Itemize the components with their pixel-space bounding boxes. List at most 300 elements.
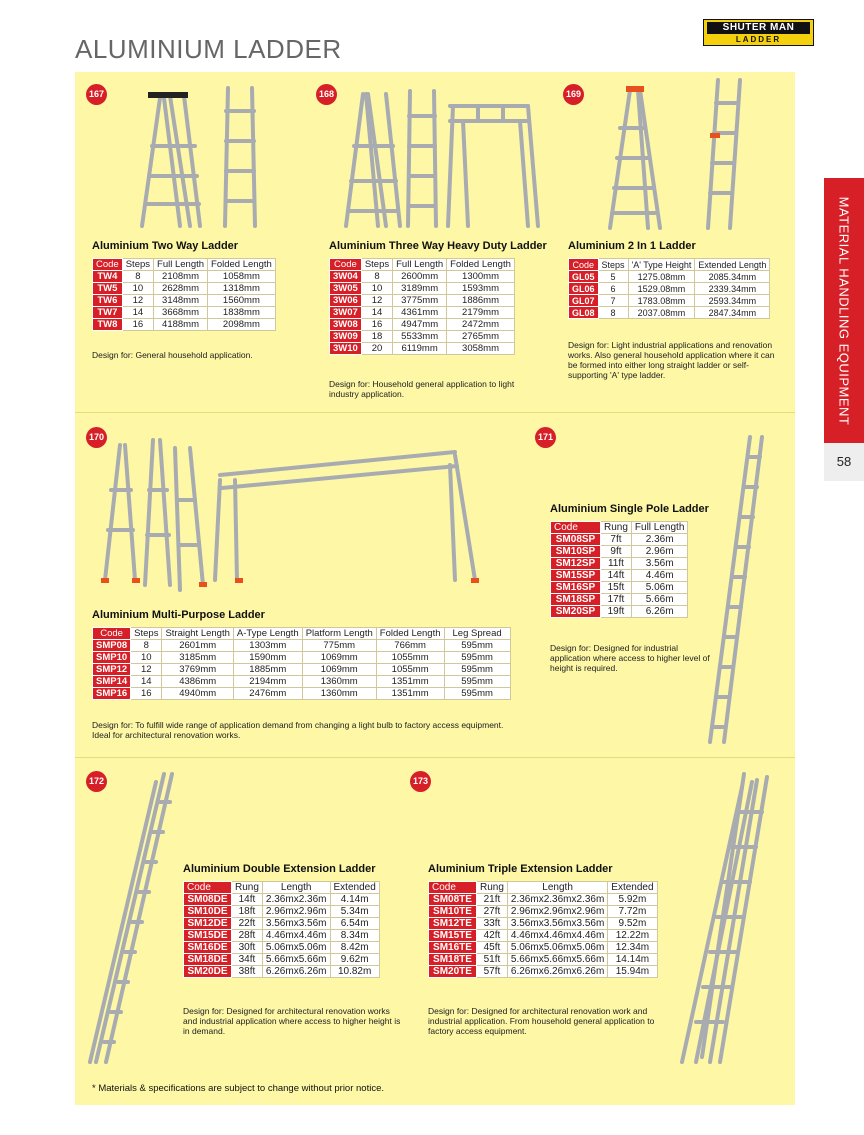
table-cell: 8 xyxy=(361,271,392,283)
table-cell: 2628mm xyxy=(154,283,208,295)
table-cell: 1783.08mm xyxy=(628,295,695,307)
code-cell: SMP08 xyxy=(93,640,131,652)
table-header-row xyxy=(184,882,380,894)
header-cell: Folded Length xyxy=(208,259,276,271)
code-cell: 3W05 xyxy=(330,283,362,295)
table-cell: 4361mm xyxy=(393,307,447,319)
product-badge: 171 xyxy=(535,427,556,448)
table-cell: 8.34m xyxy=(330,930,379,942)
table-row xyxy=(330,271,515,283)
header-cell: Folded Length xyxy=(447,259,515,271)
product-title: Aluminium Two Way Ladder xyxy=(92,240,239,252)
header-cell: Length xyxy=(507,882,607,894)
header-cell: Folded Length xyxy=(376,628,444,640)
table-cell: 3058mm xyxy=(447,343,515,355)
table-cell: 595mm xyxy=(444,652,510,664)
table-row xyxy=(330,331,515,343)
table-cell: 10 xyxy=(122,283,153,295)
product-description: Design for: Designed for architectural renovation work and industrial application. From household general application to factory access equipment. xyxy=(428,1006,655,1036)
header-cell: Code xyxy=(93,259,123,271)
table-row xyxy=(93,319,276,331)
header-cell: Steps xyxy=(361,259,392,271)
code-cell: TW8 xyxy=(93,319,123,331)
code-cell: GL07 xyxy=(569,295,599,307)
product-badge: 168 xyxy=(316,84,337,105)
header-cell: Leg Spread xyxy=(444,628,510,640)
header-cell: Code xyxy=(429,882,477,894)
table-cell: 2037.08mm xyxy=(628,307,695,319)
code-cell: SM10TE xyxy=(429,906,477,918)
table-row xyxy=(184,918,380,930)
table-cell: 1303mm xyxy=(233,640,302,652)
table-cell: 12 xyxy=(131,664,162,676)
table-row xyxy=(93,640,511,652)
table-cell: 5.92m xyxy=(608,894,657,906)
table-cell: 18ft xyxy=(232,906,263,918)
product-title: Aluminium Three Way Heavy Duty Ladder xyxy=(329,240,547,252)
table-cell: 3.56mx3.56m xyxy=(262,918,330,930)
table-row xyxy=(569,295,770,307)
table-cell: 595mm xyxy=(444,688,510,700)
table-cell: 14 xyxy=(131,676,162,688)
table-cell: 7ft xyxy=(601,534,632,546)
table-cell: 595mm xyxy=(444,640,510,652)
table-cell: 38ft xyxy=(232,966,263,978)
table-cell: 5.06m xyxy=(631,582,687,594)
spec-table-two-way xyxy=(92,258,276,331)
table-cell: 45ft xyxy=(477,942,508,954)
table-cell: 8 xyxy=(131,640,162,652)
code-cell: SM16SP xyxy=(551,582,601,594)
table-cell: 16 xyxy=(122,319,153,331)
table-cell: 5.66mx5.66mx5.66m xyxy=(507,954,607,966)
table-row xyxy=(551,534,688,546)
table-header-row xyxy=(569,259,770,271)
table-cell: 1069mm xyxy=(302,664,376,676)
product-description: Design for: General household application. xyxy=(92,350,253,360)
table-cell: 1360mm xyxy=(302,688,376,700)
table-cell: 1838mm xyxy=(208,307,276,319)
table-cell: 1593mm xyxy=(447,283,515,295)
table-cell: 1300mm xyxy=(447,271,515,283)
code-cell: SM18DE xyxy=(184,954,232,966)
table-cell: 5.06mx5.06mx5.06m xyxy=(507,942,607,954)
table-cell: 4.46mx4.46mx4.46m xyxy=(507,930,607,942)
header-cell: Code xyxy=(569,259,599,271)
table-cell: 595mm xyxy=(444,676,510,688)
table-cell: 2.36mx2.36mx2.36m xyxy=(507,894,607,906)
table-cell: 2472mm xyxy=(447,319,515,331)
table-cell: 5.34m xyxy=(330,906,379,918)
table-row xyxy=(569,283,770,295)
section-divider xyxy=(75,757,795,758)
table-cell: 1069mm xyxy=(302,652,376,664)
product-badge: 169 xyxy=(563,84,584,105)
code-cell: 3W09 xyxy=(330,331,362,343)
table-cell: 12.22m xyxy=(608,930,657,942)
header-cell: Code xyxy=(551,522,601,534)
header-cell: Length xyxy=(262,882,330,894)
product-badge: 173 xyxy=(410,771,431,792)
table-cell: 1886mm xyxy=(447,295,515,307)
table-cell: 12 xyxy=(361,295,392,307)
header-cell: Straight Length xyxy=(162,628,233,640)
code-cell: SM16TE xyxy=(429,942,477,954)
table-cell: 10 xyxy=(361,283,392,295)
table-row xyxy=(93,676,511,688)
code-cell: SM20SP xyxy=(551,606,601,618)
header-cell: 'A' Type Height xyxy=(628,259,695,271)
code-cell: SMP16 xyxy=(93,688,131,700)
table-row xyxy=(330,319,515,331)
table-row xyxy=(330,295,515,307)
table-cell: 2.36mx2.36m xyxy=(262,894,330,906)
table-cell: 1055mm xyxy=(376,652,444,664)
spec-table-multi-purpose xyxy=(92,627,511,700)
code-cell: SM10DE xyxy=(184,906,232,918)
table-cell: 1590mm xyxy=(233,652,302,664)
table-cell: 7 xyxy=(598,295,628,307)
code-cell: SM08SP xyxy=(551,534,601,546)
code-cell: GL06 xyxy=(569,283,599,295)
header-cell: Platform Length xyxy=(302,628,376,640)
table-cell: 1529.08mm xyxy=(628,283,695,295)
page-number: 58 xyxy=(824,443,864,481)
table-cell: 33ft xyxy=(477,918,508,930)
section-tab xyxy=(824,178,864,443)
product-title: Aluminium Triple Extension Ladder xyxy=(428,863,613,875)
code-cell: SMP14 xyxy=(93,676,131,688)
table-cell: 8 xyxy=(598,307,628,319)
table-cell: 1351mm xyxy=(376,676,444,688)
table-cell: 4.46mx4.46m xyxy=(262,930,330,942)
table-cell: 3775mm xyxy=(393,295,447,307)
logo-top-text: SHUTER MAN xyxy=(707,22,810,34)
table-cell: 1560mm xyxy=(208,295,276,307)
code-cell: SM18SP xyxy=(551,594,601,606)
table-cell: 6.54m xyxy=(330,918,379,930)
table-cell: 22ft xyxy=(232,918,263,930)
table-cell: 1275.08mm xyxy=(628,271,695,283)
product-description: Design for: Designed for industrial application where access to higher level of height is required. xyxy=(550,643,710,673)
spec-table-three-way xyxy=(329,258,515,355)
code-cell: TW4 xyxy=(93,271,123,283)
table-cell: 14ft xyxy=(601,570,632,582)
code-cell: GL08 xyxy=(569,307,599,319)
single-pole-ladder-image xyxy=(700,432,780,752)
table-cell: 5533mm xyxy=(393,331,447,343)
code-cell: SM12TE xyxy=(429,918,477,930)
table-cell: 34ft xyxy=(232,954,263,966)
table-cell: 2765mm xyxy=(447,331,515,343)
spec-table-double-extension xyxy=(183,881,380,978)
table-cell: 3668mm xyxy=(154,307,208,319)
table-row xyxy=(551,606,688,618)
table-row xyxy=(569,271,770,283)
table-cell: 2339.34mm xyxy=(695,283,770,295)
code-cell: GL05 xyxy=(569,271,599,283)
table-row xyxy=(429,966,658,978)
header-cell: Full Length xyxy=(393,259,447,271)
code-cell: SMP10 xyxy=(93,652,131,664)
table-row xyxy=(184,930,380,942)
table-row xyxy=(184,942,380,954)
table-row xyxy=(429,894,658,906)
table-cell: 2085.34mm xyxy=(695,271,770,283)
header-cell: Code xyxy=(330,259,362,271)
code-cell: 3W10 xyxy=(330,343,362,355)
header-cell: Extended xyxy=(608,882,657,894)
table-cell: 2.96mx2.96m xyxy=(262,906,330,918)
table-cell: 9.52m xyxy=(608,918,657,930)
table-cell: 1360mm xyxy=(302,676,376,688)
table-cell: 3189mm xyxy=(393,283,447,295)
table-cell: 2179mm xyxy=(447,307,515,319)
code-cell: SM16DE xyxy=(184,942,232,954)
header-cell: Rung xyxy=(477,882,508,894)
header-cell: Code xyxy=(184,882,232,894)
table-cell: 14 xyxy=(122,307,153,319)
table-row xyxy=(184,906,380,918)
product-title: Aluminium Multi-Purpose Ladder xyxy=(92,609,265,621)
table-cell: 2847.34mm xyxy=(695,307,770,319)
table-cell: 15.94m xyxy=(608,966,657,978)
table-cell: 12 xyxy=(122,295,153,307)
table-cell: 4947mm xyxy=(393,319,447,331)
table-cell: 2194mm xyxy=(233,676,302,688)
table-cell: 27ft xyxy=(477,906,508,918)
section-tab-label: MATERIAL HANDLING EQUIPMENT xyxy=(836,196,852,425)
table-row xyxy=(429,942,658,954)
logo-bottom-text: LADDER xyxy=(735,35,782,44)
header-cell: Full Length xyxy=(631,522,687,534)
table-cell: 8.42m xyxy=(330,942,379,954)
code-cell: SMP12 xyxy=(93,664,131,676)
table-row xyxy=(93,652,511,664)
header-cell: Extended Length xyxy=(695,259,770,271)
product-badge: 170 xyxy=(86,427,107,448)
table-cell: 6119mm xyxy=(393,343,447,355)
code-cell: SM15TE xyxy=(429,930,477,942)
table-cell: 3.56mx3.56mx3.56m xyxy=(507,918,607,930)
table-row xyxy=(184,966,380,978)
table-row xyxy=(330,283,515,295)
code-cell: SM15SP xyxy=(551,570,601,582)
two-way-ladder-image xyxy=(120,86,270,236)
table-cell: 3185mm xyxy=(162,652,233,664)
two-in-one-ladder-image xyxy=(600,78,770,238)
product-title: Aluminium Double Extension Ladder xyxy=(183,863,376,875)
table-row xyxy=(93,295,276,307)
table-cell: 16 xyxy=(131,688,162,700)
table-cell: 775mm xyxy=(302,640,376,652)
brand-logo xyxy=(703,19,814,46)
table-cell: 15ft xyxy=(601,582,632,594)
table-cell: 2476mm xyxy=(233,688,302,700)
table-cell: 5.66mx5.66m xyxy=(262,954,330,966)
table-cell: 16 xyxy=(361,319,392,331)
table-cell: 1885mm xyxy=(233,664,302,676)
code-cell: 3W06 xyxy=(330,295,362,307)
table-cell: 766mm xyxy=(376,640,444,652)
table-cell: 14ft xyxy=(232,894,263,906)
table-cell: 3148mm xyxy=(154,295,208,307)
table-cell: 2593.34mm xyxy=(695,295,770,307)
table-row xyxy=(93,307,276,319)
table-cell: 30ft xyxy=(232,942,263,954)
table-cell: 11ft xyxy=(601,558,632,570)
table-row xyxy=(551,582,688,594)
table-cell: 4940mm xyxy=(162,688,233,700)
table-row xyxy=(429,906,658,918)
product-badge: 172 xyxy=(86,771,107,792)
header-cell: Steps xyxy=(598,259,628,271)
table-row xyxy=(551,546,688,558)
header-cell: Rung xyxy=(232,882,263,894)
table-row xyxy=(429,918,658,930)
table-row xyxy=(551,558,688,570)
table-cell: 5 xyxy=(598,271,628,283)
table-header-row xyxy=(551,522,688,534)
code-cell: TW6 xyxy=(93,295,123,307)
code-cell: SM10SP xyxy=(551,546,601,558)
product-title: Aluminium 2 In 1 Ladder xyxy=(568,240,696,252)
code-cell: SM12SP xyxy=(551,558,601,570)
product-title: Aluminium Single Pole Ladder xyxy=(550,503,709,515)
header-cell: Steps xyxy=(122,259,153,271)
header-cell: Extended xyxy=(330,882,379,894)
table-cell: 6.26mx6.26m xyxy=(262,966,330,978)
double-extension-ladder-image xyxy=(86,772,176,1072)
triple-extension-ladder-image xyxy=(672,772,782,1072)
table-cell: 10 xyxy=(131,652,162,664)
table-cell: 5.06mx5.06m xyxy=(262,942,330,954)
table-cell: 1058mm xyxy=(208,271,276,283)
table-cell: 18 xyxy=(361,331,392,343)
table-cell: 2.96m xyxy=(631,546,687,558)
table-row xyxy=(330,343,515,355)
table-cell: 595mm xyxy=(444,664,510,676)
code-cell: SM18TE xyxy=(429,954,477,966)
table-cell: 3769mm xyxy=(162,664,233,676)
table-row xyxy=(93,688,511,700)
table-cell: 2108mm xyxy=(154,271,208,283)
code-cell: SM12DE xyxy=(184,918,232,930)
multi-purpose-ladder-image xyxy=(95,430,495,600)
table-cell: 57ft xyxy=(477,966,508,978)
table-cell: 7.72m xyxy=(608,906,657,918)
table-cell: 6.26mx6.26mx6.26m xyxy=(507,966,607,978)
table-cell: 28ft xyxy=(232,930,263,942)
section-divider xyxy=(75,412,795,413)
table-cell: 12.34m xyxy=(608,942,657,954)
table-cell: 4.14m xyxy=(330,894,379,906)
table-cell: 8 xyxy=(122,271,153,283)
table-cell: 4.46m xyxy=(631,570,687,582)
table-cell: 20 xyxy=(361,343,392,355)
table-row xyxy=(330,307,515,319)
table-header-row xyxy=(93,259,276,271)
table-row xyxy=(93,271,276,283)
table-row xyxy=(551,570,688,582)
table-cell: 9ft xyxy=(601,546,632,558)
table-row xyxy=(569,307,770,319)
product-description: Design for: Household general application to light industry application. xyxy=(329,379,515,399)
header-cell: Code xyxy=(93,628,131,640)
table-header-row xyxy=(429,882,658,894)
code-cell: TW7 xyxy=(93,307,123,319)
three-way-ladder-image xyxy=(338,86,558,236)
table-cell: 5.66m xyxy=(631,594,687,606)
code-cell: SM08DE xyxy=(184,894,232,906)
table-cell: 2601mm xyxy=(162,640,233,652)
code-cell: 3W07 xyxy=(330,307,362,319)
header-cell: Rung xyxy=(601,522,632,534)
spec-table-triple-extension xyxy=(428,881,658,978)
spec-table-two-in-one xyxy=(568,258,770,319)
table-cell: 42ft xyxy=(477,930,508,942)
spec-table-single-pole xyxy=(550,521,688,618)
table-cell: 14 xyxy=(361,307,392,319)
table-cell: 4188mm xyxy=(154,319,208,331)
code-cell: SM20DE xyxy=(184,966,232,978)
product-badge: 167 xyxy=(86,84,107,105)
table-row xyxy=(551,594,688,606)
table-cell: 6.26m xyxy=(631,606,687,618)
code-cell: SM08TE xyxy=(429,894,477,906)
table-cell: 3.56m xyxy=(631,558,687,570)
table-cell: 19ft xyxy=(601,606,632,618)
page-title: ALUMINIUM LADDER xyxy=(75,34,342,64)
table-cell: 4386mm xyxy=(162,676,233,688)
table-cell: 2098mm xyxy=(208,319,276,331)
table-cell: 2600mm xyxy=(393,271,447,283)
table-row xyxy=(93,283,276,295)
table-cell: 14.14m xyxy=(608,954,657,966)
table-cell: 6 xyxy=(598,283,628,295)
product-description: Design for: Light industrial applications and renovation works. Also general household application where it can be formed into either long straight ladder or self-supporting 'A' type ladder. xyxy=(568,340,775,380)
table-cell: 51ft xyxy=(477,954,508,966)
code-cell: SM20TE xyxy=(429,966,477,978)
table-cell: 1055mm xyxy=(376,664,444,676)
table-row xyxy=(429,930,658,942)
header-cell: Steps xyxy=(131,628,162,640)
code-cell: SM15DE xyxy=(184,930,232,942)
table-cell: 10.82m xyxy=(330,966,379,978)
table-row xyxy=(184,894,380,906)
header-cell: Full Length xyxy=(154,259,208,271)
table-cell: 2.96mx2.96mx2.96m xyxy=(507,906,607,918)
code-cell: 3W08 xyxy=(330,319,362,331)
table-row xyxy=(93,664,511,676)
table-cell: 2.36m xyxy=(631,534,687,546)
footnote: * Materials & specifications are subject to change without prior notice. xyxy=(92,1083,385,1094)
header-cell: A-Type Length xyxy=(233,628,302,640)
code-cell: 3W04 xyxy=(330,271,362,283)
table-header-row xyxy=(330,259,515,271)
table-cell: 9.62m xyxy=(330,954,379,966)
product-description: Design for: To fulfill wide range of application demand from changing a light bulb to factory access equipment. Ideal for architectural renovation works. xyxy=(92,720,504,740)
table-row xyxy=(184,954,380,966)
table-cell: 21ft xyxy=(477,894,508,906)
code-cell: TW5 xyxy=(93,283,123,295)
table-cell: 1351mm xyxy=(376,688,444,700)
table-cell: 17ft xyxy=(601,594,632,606)
table-cell: 1318mm xyxy=(208,283,276,295)
table-row xyxy=(429,954,658,966)
table-header-row xyxy=(93,628,511,640)
product-description: Design for: Designed for architectural renovation works and industrial application where access to higher height is in demand. xyxy=(183,1006,401,1036)
